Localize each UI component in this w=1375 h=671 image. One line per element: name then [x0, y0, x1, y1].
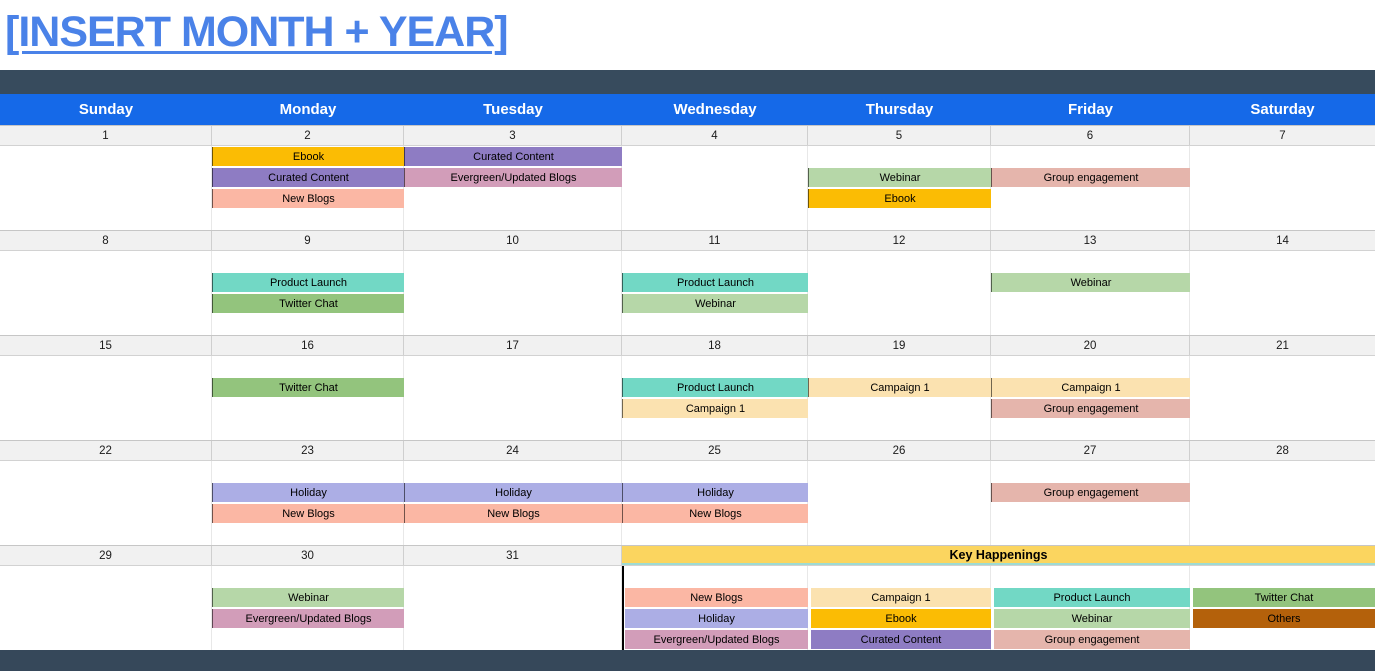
- date-row: [0, 545, 1375, 566]
- week-row-1: [0, 125, 1375, 230]
- date-cell-11[interactable]: 11: [622, 231, 808, 250]
- date-row: [0, 230, 1375, 251]
- date-cell-27[interactable]: 27: [991, 441, 1190, 460]
- date-cell-13[interactable]: 13: [991, 231, 1190, 250]
- column-gridline: [403, 461, 404, 545]
- legend-item-new_blogs[interactable]: New Blogs: [625, 588, 808, 607]
- column-gridline: [211, 251, 212, 335]
- column-gridline: [990, 251, 991, 335]
- event-twitter_chat[interactable]: Twitter Chat: [212, 294, 404, 313]
- day-header-wednesday[interactable]: Wednesday: [673, 101, 757, 118]
- column-gridline: [990, 356, 991, 440]
- column-gridline: [1189, 356, 1190, 440]
- date-cell-5[interactable]: 5: [808, 126, 991, 145]
- week-row-5: [0, 545, 1375, 650]
- event-new_blogs[interactable]: New Blogs: [212, 189, 404, 208]
- week-row-4: [0, 440, 1375, 545]
- date-cell-14[interactable]: 14: [1276, 234, 1289, 247]
- date-cell-12[interactable]: 12: [808, 231, 991, 250]
- date-cell-20[interactable]: 20: [991, 336, 1190, 355]
- date-cell-29[interactable]: 29: [0, 546, 212, 565]
- date-cell-7[interactable]: 7: [1279, 129, 1286, 142]
- week-row-2: [0, 230, 1375, 335]
- event-new_blogs[interactable]: New Blogs: [212, 504, 404, 523]
- date-cell-4[interactable]: 4: [622, 126, 808, 145]
- event-curated[interactable]: Curated Content: [404, 147, 622, 166]
- event-product_launch[interactable]: Product Launch: [212, 273, 404, 292]
- day-header-row: [0, 94, 1375, 125]
- column-gridline: [990, 146, 991, 230]
- date-row: [0, 440, 1375, 461]
- column-gridline: [807, 461, 808, 545]
- event-group_engagement[interactable]: Group engagement: [991, 483, 1190, 502]
- week-body: [0, 251, 1375, 335]
- date-cell-16[interactable]: 16: [212, 336, 404, 355]
- event-product_launch[interactable]: Product Launch: [622, 273, 808, 292]
- legend-item-campaign1[interactable]: Campaign 1: [811, 588, 991, 607]
- event-ebook[interactable]: Ebook: [808, 189, 991, 208]
- column-gridline: [1189, 461, 1190, 545]
- event-ebook[interactable]: Ebook: [212, 147, 404, 166]
- event-campaign1[interactable]: Campaign 1: [991, 378, 1190, 397]
- column-gridline: [807, 356, 808, 440]
- day-header-tuesday[interactable]: Tuesday: [483, 101, 543, 118]
- date-cell-6[interactable]: 6: [991, 126, 1190, 145]
- date-cell-22[interactable]: 22: [0, 441, 212, 460]
- column-gridline: [403, 251, 404, 335]
- legend-item-evergreen[interactable]: Evergreen/Updated Blogs: [625, 630, 808, 649]
- date-cell-9[interactable]: 9: [212, 231, 404, 250]
- date-cell-21[interactable]: 21: [1276, 339, 1289, 352]
- column-gridline: [1189, 251, 1190, 335]
- date-cell-26[interactable]: 26: [808, 441, 991, 460]
- column-gridline: [403, 566, 404, 650]
- event-group_engagement[interactable]: Group engagement: [991, 399, 1190, 418]
- event-evergreen[interactable]: Evergreen/Updated Blogs: [404, 168, 622, 187]
- date-cell-19[interactable]: 19: [808, 336, 991, 355]
- column-gridline: [403, 356, 404, 440]
- date-cell-28[interactable]: 28: [1276, 444, 1289, 457]
- legend-item-curated[interactable]: Curated Content: [811, 630, 991, 649]
- key-happenings-header[interactable]: Key Happenings: [622, 546, 1375, 565]
- event-new_blogs[interactable]: New Blogs: [404, 504, 622, 523]
- day-header-thursday[interactable]: Thursday: [865, 101, 934, 118]
- date-cell-10[interactable]: 10: [404, 231, 622, 250]
- event-holiday[interactable]: Holiday: [404, 483, 622, 502]
- event-webinar[interactable]: Webinar: [212, 588, 404, 607]
- legend-item-ebook[interactable]: Ebook: [811, 609, 991, 628]
- column-gridline: [211, 356, 212, 440]
- top-divider-bar: [0, 70, 1375, 94]
- page-title[interactable]: [INSERT MONTH + YEAR]: [5, 8, 508, 56]
- date-cell-31[interactable]: 31: [404, 546, 622, 565]
- date-cell-30[interactable]: 30: [212, 546, 404, 565]
- date-row: [0, 125, 1375, 146]
- event-holiday[interactable]: Holiday: [622, 483, 808, 502]
- column-gridline: [621, 356, 622, 440]
- event-webinar[interactable]: Webinar: [991, 273, 1190, 292]
- date-cell-15[interactable]: 15: [0, 336, 212, 355]
- bottom-divider-bar: [0, 650, 1375, 671]
- date-cell-24[interactable]: 24: [404, 441, 622, 460]
- event-campaign1[interactable]: Campaign 1: [808, 378, 991, 397]
- event-webinar[interactable]: Webinar: [808, 168, 991, 187]
- legend-item-webinar[interactable]: Webinar: [994, 609, 1190, 628]
- date-cell-18[interactable]: 18: [622, 336, 808, 355]
- event-campaign1[interactable]: Campaign 1: [622, 399, 808, 418]
- date-cell-8[interactable]: 8: [0, 231, 212, 250]
- column-gridline: [211, 461, 212, 545]
- week-body: [0, 356, 1375, 440]
- legend-item-product_launch[interactable]: Product Launch: [994, 588, 1190, 607]
- date-cell-23[interactable]: 23: [212, 441, 404, 460]
- legend-item-others[interactable]: Others: [1193, 609, 1375, 628]
- event-group_engagement[interactable]: Group engagement: [991, 168, 1190, 187]
- event-new_blogs[interactable]: New Blogs: [622, 504, 808, 523]
- legend-item-holiday[interactable]: Holiday: [625, 609, 808, 628]
- week-row-3: [0, 335, 1375, 440]
- column-gridline: [807, 146, 808, 230]
- date-cell-25[interactable]: 25: [622, 441, 808, 460]
- date-cell-1[interactable]: 1: [0, 126, 212, 145]
- event-evergreen[interactable]: Evergreen/Updated Blogs: [212, 609, 404, 628]
- week-body: [0, 461, 1375, 545]
- legend-item-twitter_chat[interactable]: Twitter Chat: [1193, 588, 1375, 607]
- day-header-monday[interactable]: Monday: [279, 101, 337, 118]
- day-header-friday[interactable]: Friday: [1067, 101, 1113, 118]
- date-cell-3[interactable]: 3: [404, 126, 622, 145]
- column-gridline: [621, 461, 622, 545]
- date-row: [0, 335, 1375, 356]
- date-cell-2[interactable]: 2: [212, 126, 404, 145]
- column-gridline: [990, 461, 991, 545]
- column-gridline: [621, 251, 622, 335]
- date-cell-17[interactable]: 17: [404, 336, 622, 355]
- week-body: [0, 146, 1375, 230]
- column-gridline: [807, 251, 808, 335]
- event-product_launch[interactable]: Product Launch: [622, 378, 808, 397]
- day-header-saturday[interactable]: Saturday: [1250, 101, 1315, 118]
- day-header-sunday[interactable]: Sunday: [78, 101, 134, 118]
- column-gridline: [1189, 146, 1190, 230]
- event-holiday[interactable]: Holiday: [212, 483, 404, 502]
- calendar-grid: [0, 125, 1375, 650]
- key-happenings-legend: [622, 566, 1375, 650]
- event-webinar[interactable]: Webinar: [622, 294, 808, 313]
- event-twitter_chat[interactable]: Twitter Chat: [212, 378, 404, 397]
- column-gridline: [211, 566, 212, 650]
- legend-item-group_engagement[interactable]: Group engagement: [994, 630, 1190, 649]
- event-curated[interactable]: Curated Content: [212, 168, 404, 187]
